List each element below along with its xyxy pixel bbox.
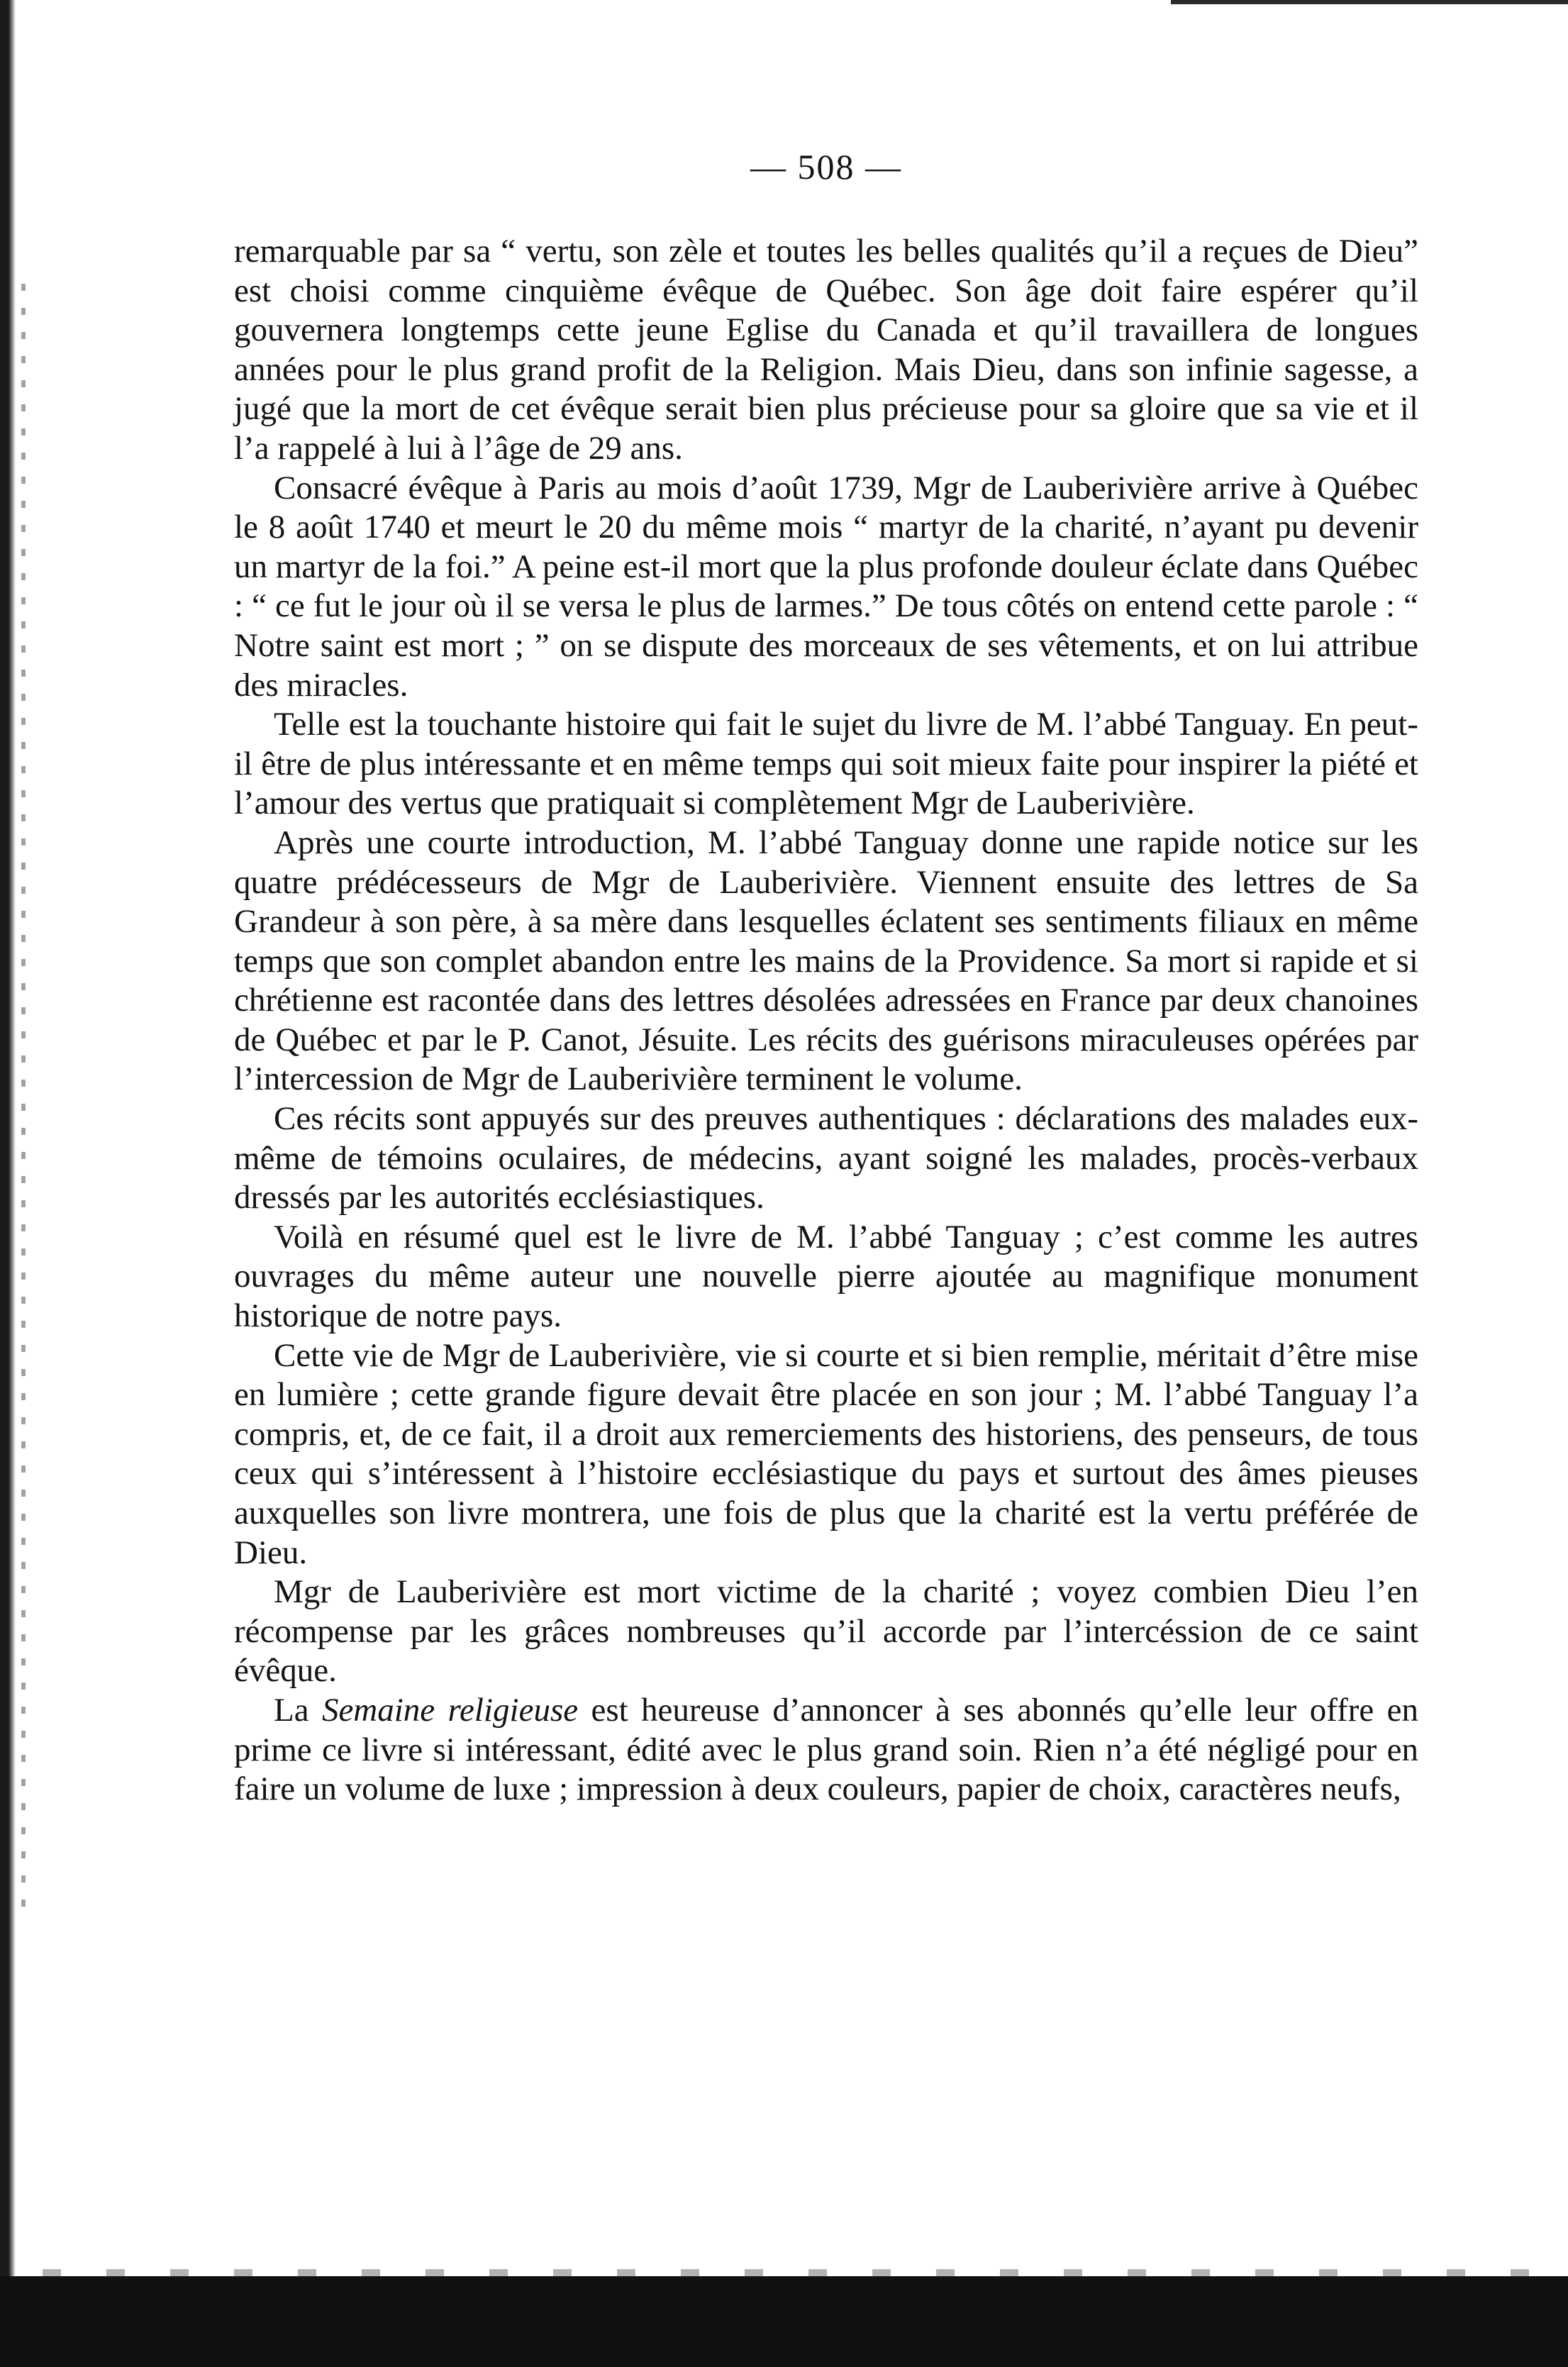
paragraph: remarquable par sa “ vertu, son zèle et toutes les belles qualités qu’il a reçues de Dieu” est choisi comme cinquième évêque de Québec. Son âge doit faire espérer qu’il gouvernera longtemps cette jeune Eglise du Canada et qu’il travaillera de longues années pour le plus grand profit de la Religion. Mais Dieu, dans son infinie sagesse, a jugé que la mort de cet évêque serait bien plus précieuse pour sa gloire que sa vie et il l’a rappelé à lui à l’âge de 29 ans. <box>234 233 1418 467</box>
paragraph: Cette vie de Mgr de Lauberivière, vie si courte et si bien remplie, méritait d’être mise en lumière ; cette grande figure devait être placée en son jour ; M. l’abbé Tanguay l’a compris, et, de ce fait, il a droit aux remerciements des historiens, des penseurs, de tous ceux qui s’intéressent à l’histoire ecclésiastique du pays et surtout des âmes pieuses auxquelles son livre montrera, une fois de plus que la charité est la vertu préférée de Dieu. <box>234 1336 1418 1571</box>
paragraph-last <box>234 1691 1418 1809</box>
scan-left-border <box>0 0 16 2367</box>
scan-top-border <box>1171 0 1568 4</box>
paragraph-text: La <box>274 1691 322 1729</box>
body-text <box>234 232 1418 1809</box>
paragraph: Voilà en résumé quel est le livre de M. l’abbé Tanguay ; c’est comme les autres ouvrages du même auteur une nouvelle pierre ajoutée au magnifique monument historique de notre pays. <box>234 1218 1418 1335</box>
paragraph: Après une courte introduction, M. l’abbé Tanguay donne une rapide notice sur les quatre prédécesseurs de Mgr de Lauberivière. Viennent ensuite des lettres de Sa Grandeur à son père, à sa mère dans lesquelles éclatent ses sentiments filiaux en même temps que son complet abandon entre les mains de la Providence. Sa mort si rapide et si chrétienne est racontée dans des lettres désolées adressées en France par deux chanoines de Québec et par le P. Canot, Jésuite. Les récits des guérisons miraculeuses opérées par l’intercession de Mgr de Lauberivière terminent le volume. <box>234 824 1418 1098</box>
scan-bottom-specks <box>43 2269 1532 2276</box>
page-number: — 508 — <box>750 147 902 187</box>
publication-title: Semaine religieuse <box>321 1691 579 1729</box>
paragraph: Ces récits sont appuyés sur des preuves authentiques : déclarations des malades eux-même de témoins oculaires, de médecins, ayant soigné les malades, procès-verbaux dressés par les autorités ecclésiastiques. <box>234 1100 1418 1216</box>
paragraph: Telle est la touchante histoire qui fait le sujet du livre de M. l’abbé Tanguay. En peut-il être de plus intéressante et en même temps qui soit mieux faite pour inspirer la piété et l’amour des vertus que pratiquait si complètement Mgr de Lauberivière. <box>234 706 1418 822</box>
scan-bottom-border <box>0 2276 1568 2367</box>
scan-margin-specks <box>21 284 26 1915</box>
paragraph: Consacré évêque à Paris au mois d’août 1739, Mgr de Lauberivière arrive à Québec le 8 août 1740 et meurt le 20 du même mois “ martyr de la charité, n’ayant pu devenir un martyr de la foi.” A peine est-il mort que la plus profonde douleur éclate dans Québec : “ ce fut le jour où il se versa le plus de larmes.” De tous côtés on entend cette parole : “ Notre saint est mort ; ” on se dispute des morceaux de ses vêtements, et on lui attribue des miracles. <box>234 469 1418 704</box>
paragraph-text: est heureuse d’annoncer à ses abonnés qu’elle leur offre en prime ce livre si intéressant, édité avec le plus grand soin. Rien n’a été négligé pour en faire un volume de luxe ; impression à deux couleurs, papier de choix, caractères neufs, <box>234 1691 1418 1808</box>
document-page <box>234 145 1418 1809</box>
paragraph: Mgr de Lauberivière est mort victime de la charité ; voyez combien Dieu l’en récompense par les grâces nombreuses qu’il accorde par l’intercéssion de ce saint évêque. <box>234 1573 1418 1690</box>
